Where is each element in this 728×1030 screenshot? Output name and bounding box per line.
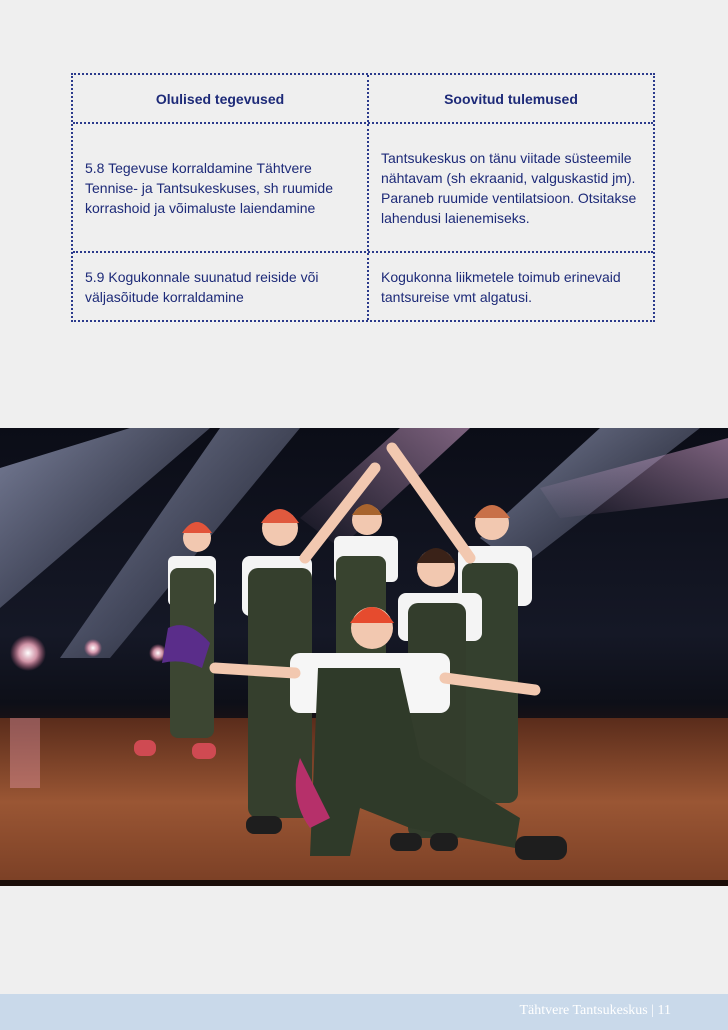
stage-spotlight	[84, 639, 102, 657]
table-header-row	[73, 75, 653, 122]
stage-spotlight	[10, 635, 46, 671]
photo-illustration	[0, 428, 728, 886]
header-results: Soovitud tulemused	[444, 90, 578, 107]
footer-page-label: Tähtvere Tantsukeskus | 11	[519, 1003, 671, 1018]
table-row	[73, 122, 653, 251]
page-footer	[0, 994, 728, 1030]
activity-cell: 5.9 Kogukonnale suunatud reiside või väljasõitude korraldamine	[73, 253, 369, 320]
stage-edge	[0, 880, 728, 886]
result-cell: Tantsukeskus on tänu viitade süsteemile nähtavam (sh ekraanid, valguskastid jm). Paraneb ruumide ventilatsioon. Otsitakse lahendusi laienemiseks.	[381, 149, 637, 226]
header-activities: Olulised tegevused	[73, 75, 369, 122]
dance-performance-photo	[0, 428, 728, 886]
result-cell: Kogukonna liikmetele toimub erinevaid tantsureise vmt algatusi.	[381, 268, 621, 305]
activities-table	[71, 73, 655, 322]
table-row	[73, 251, 653, 320]
floor-reflection	[10, 718, 40, 788]
activity-cell: 5.8 Tegevuse korraldamine Tähtvere Tennise- ja Tantsukeskuses, sh ruumide korrashoid ja võimaluste laiendamine	[73, 124, 369, 251]
